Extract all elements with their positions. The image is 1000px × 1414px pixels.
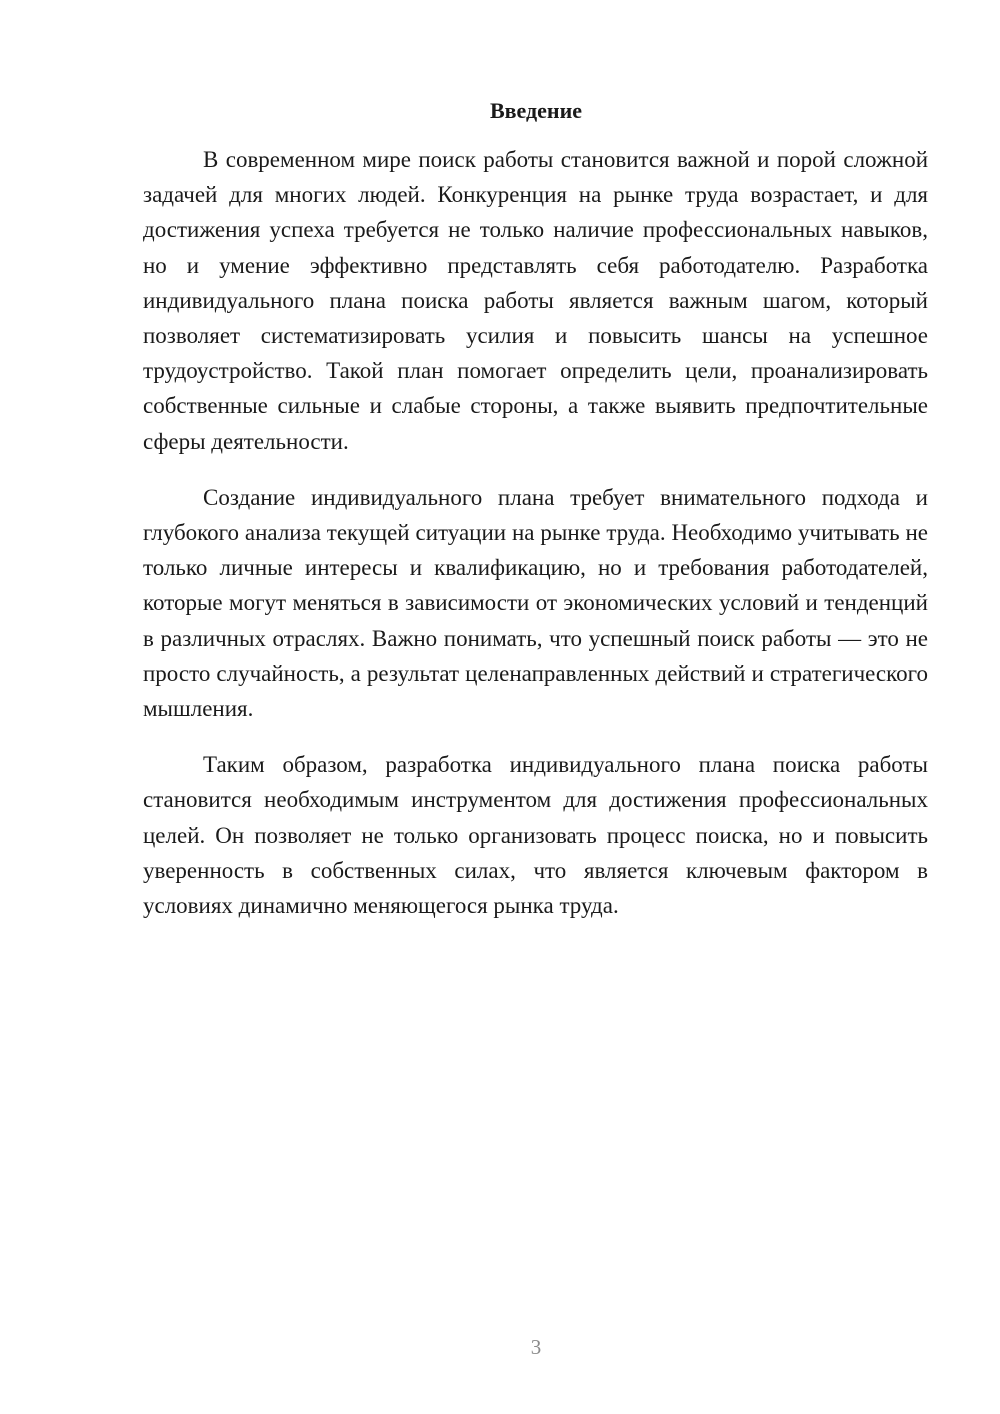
- paragraph-3: Таким образом, разработка индивидуального плана поиска работы становится необходимым инструментом для достижения профессиональных целей. Он позволяет не только организовать процесс поиска, но и повысить уверенность в собственных силах, что является ключевым фактором в условиях динамично меняющегося рынка труда.: [143, 752, 928, 919]
- page-title: Введение: [489, 98, 583, 123]
- page-number: 3: [530, 1335, 542, 1359]
- body-text: [143, 142, 928, 944]
- paragraph-2: Создание индивидуального плана требует внимательного подхода и глубокого анализа текущей ситуации на рынке труда. Необходимо учитывать не только личные интересы и квалификацию, но и требования работодателей, которые могут меняться в зависимости от экономических условий и тенденций в различных отраслях. Важно понимать, что успешный поиск работы — это не просто случайность, а результат целенаправленных действий и стратегического мышления.: [143, 484, 928, 722]
- paragraph-1: В современном мире поиск работы становится важной и порой сложной задачей для многих людей. Конкуренция на рынке труда возрастает, и для достижения успеха требуется не только наличие профессиональных навыков, но и умение эффективно представлять себя работодателю. Разработка индивидуального плана поиска работы является важным шагом, который позволяет систематизировать усилия и повысить шансы на успешное трудоустройство. Такой план помогает определить цели, проанализировать собственные сильные и слабые стороны, а также выявить предпочтительные сферы деятельности.: [143, 147, 928, 454]
